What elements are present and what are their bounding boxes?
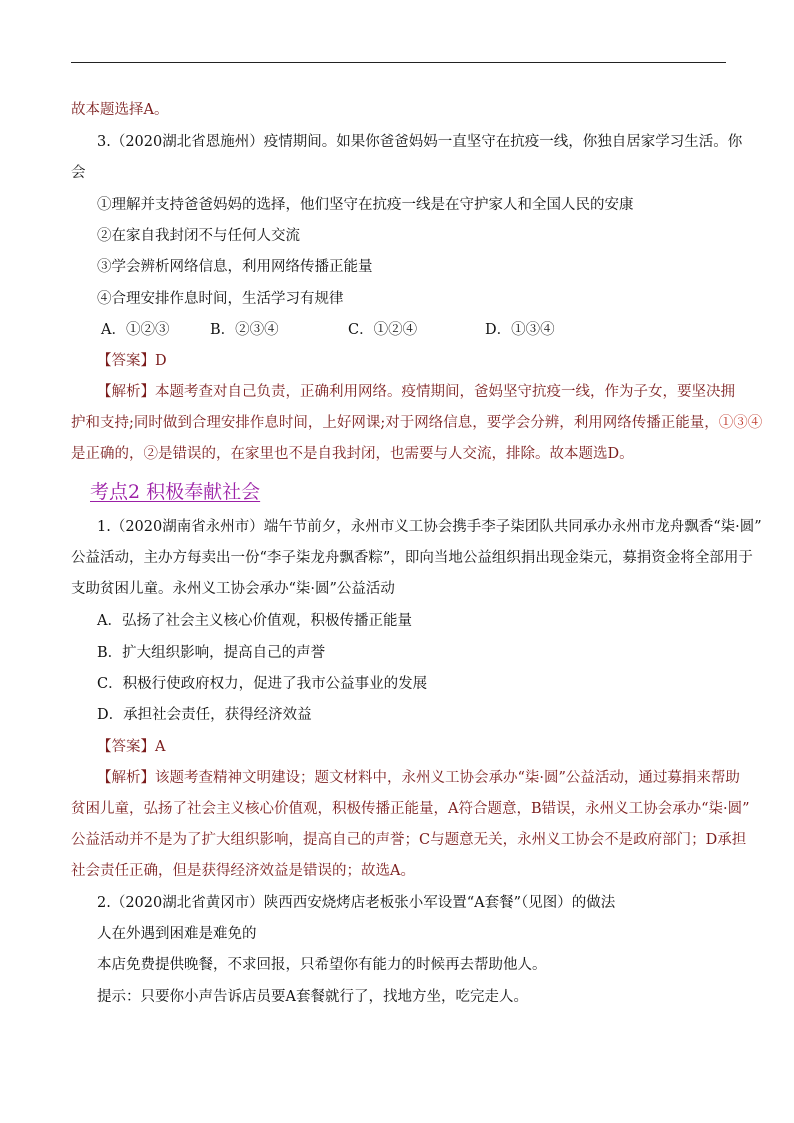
q3-answer-tag: 【答案】 [97,353,155,369]
s2-stem-line1: 2.（2020湖北省黄冈市）陕西西安烧烤店老板张小军设置“A套餐”（见图）的做法 [97,895,616,911]
s1-option-a: A．弘扬了社会主义核心价值观，积极传播正能量 [97,613,412,629]
s2-sign-line2: 本店免费提供晚餐，不求回报，只希望你有能力的时候再去帮助他人。 [97,957,547,973]
q3-analysis-line3: 是正确的，②是错误的，在家里也不是自我封闭，也需要与人交流，排除。故本题选D。 [71,446,634,462]
section-heading: 考点2 积极奉献社会 [90,481,261,503]
s1-option-b: B．扩大组织影响，提高自己的声誉 [97,645,326,661]
s1-option-d: D．承担社会责任，获得经济效益 [97,707,312,723]
q3-answer [97,351,167,371]
s1-stem-line1: 1.（2020湖南省永州市）端午节前夕，永州市义工协会携手李子柒团队共同承办永州市龙舟飘香“柒·圆” [97,519,762,535]
s1-analysis-line2: 贫困儿童，弘扬了社会主义核心价值观，积极传播正能量，A符合题意，B错误，永州义工协会承办“柒·圆” [71,801,750,817]
q3-option-2: ②在家自我封闭不与任何人交流 [97,228,300,244]
s1-answer [97,737,165,757]
s2-sign-line1: 人在外遇到困难是难免的 [97,926,257,942]
q3-analysis-line2 [71,413,762,433]
s1-answer-tag: 【答案】 [97,739,155,755]
s1-analysis-line4: 社会责任正确，但是获得经济效益是错误的；故选A。 [71,863,415,879]
header-rule [71,62,726,63]
q3-option-1: ①理解并支持爸爸妈妈的选择，他们坚守在抗疫一线是在守护家人和全国人民的安康 [97,197,634,213]
q3-analysis-text1: 本题考查对自己负责，正确利用网络。疫情期间，爸妈坚守抗疫一线，作为子女，要坚决拥 [155,384,735,400]
s1-stem-line2: 公益活动，主办方每卖出一份“李子柒龙舟飘香粽”，即向当地公益组织捐出现金柒元，募捐资金将全部用于 [71,550,753,566]
s1-answer-value: A [155,739,166,755]
s1-stem-line3: 支助贫困儿童。永州义工协会承办“柒·圆”公益活动 [71,581,395,597]
q3-stem-line2: 会 [71,165,86,181]
previous-answer-conclusion: 故本题选择A。 [71,102,169,118]
q3-choice-a: A．①②③ [101,322,170,338]
q3-stem-line1: 3.（2020湖北省恩施州）疫情期间。如果你爸爸妈妈一直坚守在抗疫一线，你独自居家学习生活。你 [97,134,743,150]
s1-analysis-line1 [97,768,740,788]
q3-analysis-text2: 护和支持;同时做到合理安排作息时间，上好网课;对于网络信息，要学会分辨，利用网络传播正能量， [71,415,719,431]
s1-analysis-line3: 公益活动并不是为了扩大组织影响，提高自己的声誉；C与题意无关，永州义工协会不是政府部门；D承担 [71,832,747,848]
q3-option-4: ④合理安排作息时间，生活学习有规律 [97,291,344,307]
q3-choice-d: D．①③④ [485,322,555,338]
s1-analysis-text1: 该题考查精神文明建设；题文材料中，永州义工协会承办“柒·圆”公益活动，通过募捐来帮助 [155,770,740,786]
q3-analysis-tag: 【解析】 [97,384,155,400]
q3-option-3: ③学会辨析网络信息，利用网络传播正能量 [97,259,373,275]
q3-analysis-line1 [97,382,735,402]
q3-analysis-highlight: ①③④ [718,415,763,431]
s1-analysis-tag: 【解析】 [97,770,155,786]
q3-choice-c: C．①②④ [348,322,418,338]
s2-sign-line3: 提示：只要你小声告诉店员要A套餐就行了，找地方坐，吃完走人。 [97,989,528,1005]
q3-choice-b: B．②③④ [210,322,279,338]
q3-answer-value: D [155,353,167,369]
s1-option-c: C．积极行使政府权力，促进了我市公益事业的发展 [97,676,428,692]
